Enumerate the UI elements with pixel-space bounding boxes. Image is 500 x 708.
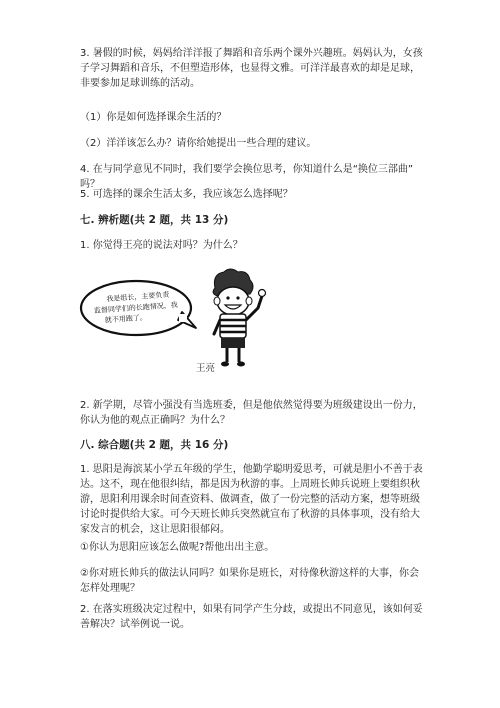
q3-line: 3. 暑假的时候，妈妈给洋洋报了舞蹈和音乐两个课外兴趣班。妈妈认为，女孩 <box>80 48 423 59</box>
q3-line: 子学习舞蹈和音乐，不但塑造形体，也显得文雅。可洋洋最喜欢的却是足球， <box>80 63 420 74</box>
q3-line: 非要参加足球训练的活动。 <box>80 78 200 89</box>
bubble-line: 我是组长，主要负责 <box>106 290 170 304</box>
s8-q1-sub2-line: 怎样处理呢？ <box>80 583 140 594</box>
s7-q2-line: 你认为他的观点正确吗？为什么？ <box>80 415 230 426</box>
q3-sub-2: （2）洋洋该怎么办？请你给她提出一些合理的建议。 <box>80 138 317 149</box>
bubble-line: 监督同学们的长跑情况，我 <box>93 301 179 315</box>
question-5: 5. 可选择的课余生活太多，我应该怎么选择呢？ <box>80 189 293 200</box>
bubble-line: 就不用跑了。 <box>104 313 148 325</box>
section-8-q1-sub-1: ①你认为思阳应该怎么做呢?帮他出出主意。 <box>80 542 275 553</box>
s8-q1-line: 达。这不，现在他很纠结，都是因为秋游的事。上周班长帅兵说班上要组织秋 <box>80 479 420 490</box>
q4-line: 吗？ <box>80 179 100 190</box>
section-7-q1: 1. 你觉得王亮的说法对吗？为什么？ <box>80 240 243 251</box>
section-7-q2 <box>80 398 425 428</box>
figure-name-label: 王亮 <box>196 363 216 374</box>
s8-q1-line: 1. 思阳是海滨某小学五年级的学生，他勤学聪明爱思考，可就是胆小不善于表 <box>80 464 423 475</box>
s7-q2-line: 2. 新学期，尽管小强没有当选班委，但是他依然觉得要为班级建设出一份力， <box>80 400 423 411</box>
section-8-q1-sub-2 <box>80 566 425 596</box>
s8-q2-line: 善解决？试举例说一说。 <box>80 619 190 630</box>
s8-q2-line: 2. 在落实班级决定过程中，如果有同学产生分歧，或提出不同意见，该如何妥 <box>80 604 423 615</box>
q3-sub-1: （1）你是如何选择课余生活的？ <box>80 112 227 123</box>
section-8-title: 八. 综合题(共 2 题，共 16 分) <box>80 439 229 451</box>
s8-q1-line: 游，思阳利用课余时间查资料、做调查，做了一份完整的活动方案，想等班级 <box>80 494 420 505</box>
q4-line: 4. 在与同学意见不同时，我们要学会换位思考，你知道什么是“换位三部曲” <box>80 164 414 175</box>
s8-q1-line: 家发言的机会，这让思阳很郁闷。 <box>80 524 230 535</box>
section-8-q2 <box>80 602 425 632</box>
cartoon-figure <box>78 268 273 378</box>
s8-q1-sub2-line: ②你对班长帅兵的做法认同吗？如果你是班长，对待像秋游这样的大事，你会 <box>80 568 419 579</box>
section-7-title: 七. 辨析题(共 2 题，共 13 分) <box>80 214 229 226</box>
wang-liang-illustration <box>78 268 273 378</box>
question-3 <box>80 46 425 91</box>
section-8-q1 <box>80 462 425 537</box>
boy-figure <box>213 269 265 367</box>
s8-q1-line: 讨论时提供给大家。可今天班长帅兵突然就宣布了秋游的具体事项，没有给大 <box>80 509 420 520</box>
